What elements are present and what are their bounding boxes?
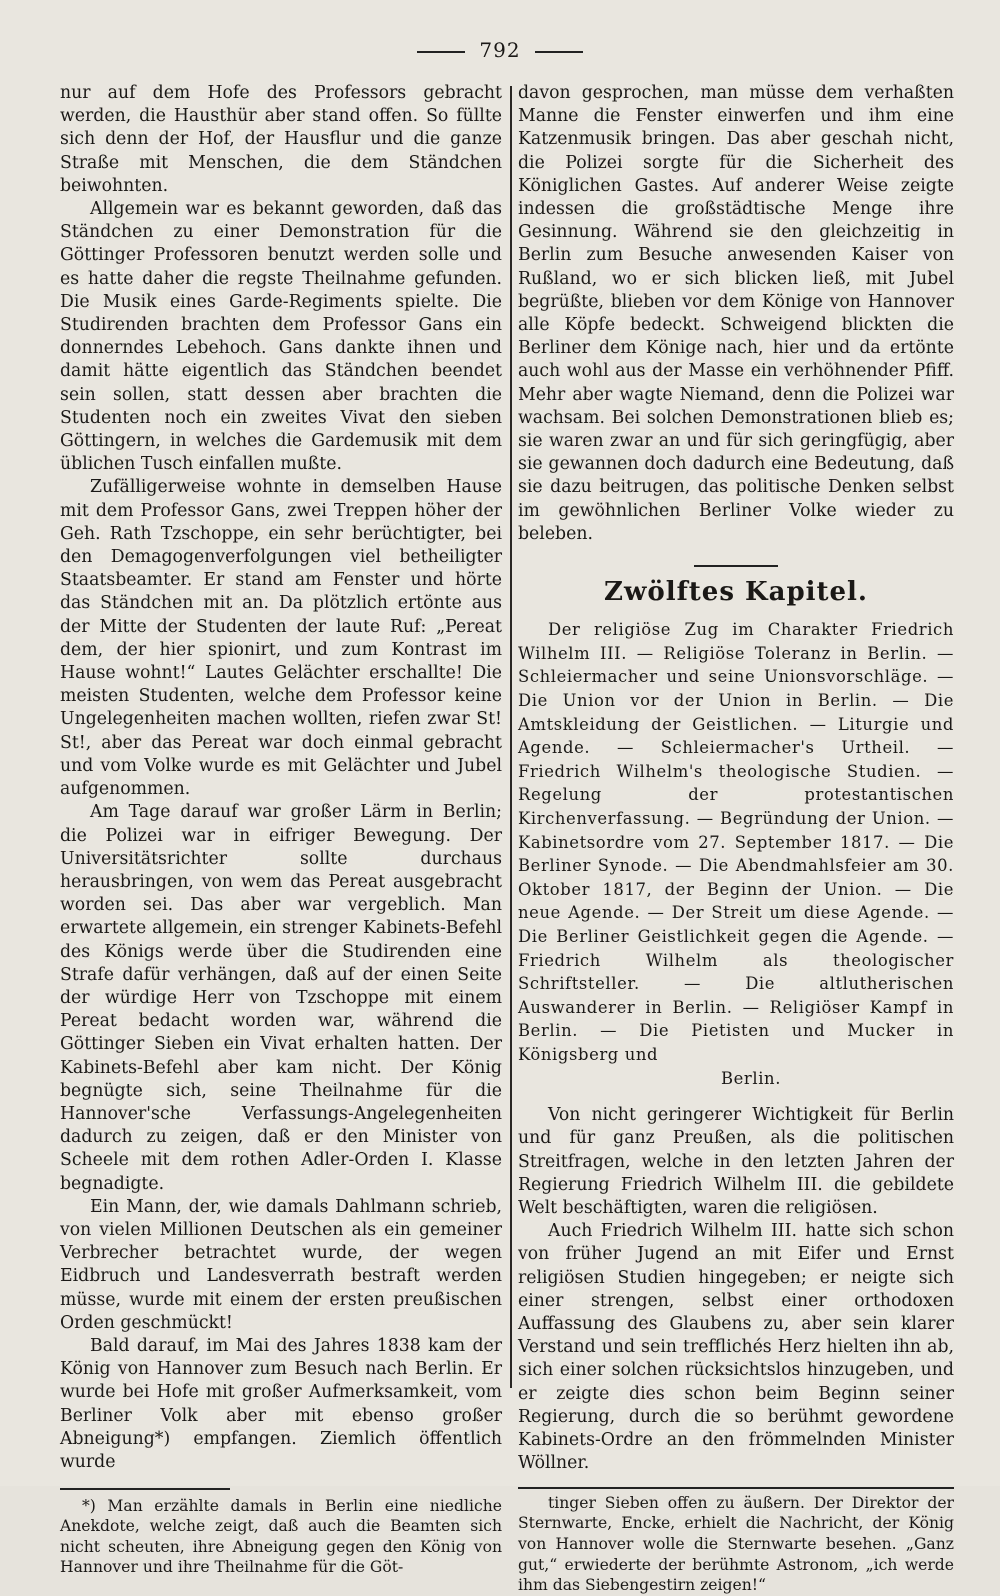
chapter-summary [518,618,954,1090]
section-rule [694,565,778,567]
column-divider [510,86,512,1388]
paragraph: davon gesprochen, man müsse dem verhaßten Manne die Fenster einwerfen und ihm eine Katzenmusik bringen. Das aber geschah nicht, die Polizei sorgte für die Sicherheit des Königlichen Gastes. Auf anderer Weise zeigte indessen die großstädtische Menge ihre Gesinnung. Während sie den gleichzeitig in Berlin zum Besuche anwesenden Kaiser von Rußland, wo er sich blicken ließ, mit Jubel begrüßte, blieben vor dem Könige von Hannover alle Köpfe bedeckt. Schweigend blickten die Berliner dem Könige nach, hier und da ertönte auch wohl aus der Masse ein verhöhnender Pfiff. Mehr aber wagte Niemand, denn die Polizei war wachsam. Bei solchen Demonstrationen blieb es; sie waren zwar an und für sich geringfügig, aber sie gewannen doch dadurch eine Bedeutung, daß sie dazu beitrugen, das politische Denken selbst im gewöhnlichen Berliner Volke wieder zu beleben. [518,83,954,544]
page-number-text: 792 [479,38,521,62]
page-number [0,38,1000,62]
page-number-left-rule [417,51,465,53]
chapter-summary-last: Berlin. [720,1068,782,1088]
page-number-right-rule [535,51,583,53]
paragraph: Zufälligerweise wohnte in demselben Hause mit dem Professor Gans, zwei Treppen höher der Geh. Rath Tzschoppe, ein sehr berüchtigter, bei den Demagogenverfolgungen viel betheiligter Staatsbeamter. Er stand am Fenster und hörte das Ständchen mit an. Da plötzlich ertönte aus der Mitte der Studenten der laute Ruf: „Pereat dem, der hier spionirt, und zum Kontrast im Hause wohnt!“ Lautes Gelächter erschallte! Die meisten Studenten, welche dem Professor keine Ungelegenheiten machen wollten, riefen zwar St! St!, aber das Pereat war doch einmal gebracht und vom Volke wurde es mit Gelächter und Jubel aufgenommen. [60,477,502,800]
paragraph: nur auf dem Hofe des Professors gebracht werden, die Hausthür aber stand offen. So füllte sich denn der Hof, der Hausflur und die ganze Straße mit Menschen, die dem Ständchen beiwohnten. [60,83,502,196]
right-column [518,82,954,1595]
paragraph: Allgemein war es bekannt geworden, daß das Ständchen zu einer Demonstration für die Göttinger Professoren benutzt werden solle und es hatte daher die regste Theilnahme gefunden. Die Musik eines Garde-Regiments spielte. Die Studirenden brachten dem Professor Gans ein donnerndes Lebehoch. Gans dankte ihnen und damit hätte eigentlich das Ständchen beendet sein sollen, statt dessen aber brachten die Studenten noch ein zweites Vivat den sieben Göttingern, in welches die Gardemusik mit dem üblichen Tusch einfallen mußte. [60,199,502,475]
paragraph: Auch Friedrich Wilhelm III. hatte sich schon von früher Jugend an mit Eifer und Ernst religiösen Studien hingegeben; er neigte sich einer strengen, selbst einer orthodoxen Auffassung des Glaubens zu, aber sein klarer Verstand und sein trefflichés Herz hielten ihn ab, sich einer solchen rücksichtslos hinzugeben, und er zeigte dies schon beim Beginn seiner Regierung, durch die so berühmt gewordene Kabinets-Ordre an den frömmelnden Minister Wöllner. [518,1221,954,1474]
paragraph: Ein Mann, der, wie damals Dahlmann schrieb, von vielen Millionen Deutschen als ein gemeiner Verbrecher betrachtet wurde, der wegen Eidbruch und Landesverrath bestraft werden müsse, wurde mit einem der ersten preußischen Orden geschmückt! [60,1196,502,1333]
footnote-continuation: tinger Sieben offen zu äußern. Der Direktor der Sternwarte, Encke, erhielt die Nachricht, der König von Hannover wolle die Sternwarte besehen. „Ganz gut,“ erwiederte der berühmte Astronom, „ich werde ihm das Siebengestirn zeigen!“ [518,1493,954,1595]
footnote: *) Man erzählte damals in Berlin eine niedliche Anekdote, welche zeigt, daß auch die Beamten sich nicht scheuten, ihre Abneigung gegen den König von Hannover und ihre Theilnahme für die Göt- [60,1496,502,1577]
paragraph: Von nicht geringerer Wichtigkeit für Berlin und für ganz Preußen, als die politischen Streitfragen, welche in den letzten Jahren der Regierung Friedrich Wilhelm III. die gebildete Welt beschäftigten, waren die religiösen. [518,1105,954,1218]
left-column [60,82,502,1577]
chapter-title: Zwölftes Kapitel. [604,577,868,608]
chapter-summary-text: Der religiöse Zug im Charakter Friedrich Wilhelm III. — Religiöse Toleranz in Berlin. — Schleiermacher und seine Unionsvorschläge. — Die Union vor der Union in Berlin. — Die Amtskleidung der Geistlichen. — Liturgie und Agende. — Schleiermacher's Urtheil. — Friedrich Wilhelm's theologische Studien. — Regelung der protestantischen Kirchenverfassung. — Begründung der Union. — Kabinetsordre vom 27. September 1817. — Die Berliner Synode. — Die Abendmahlsfeier am 30. Oktober 1817, der Beginn der Union. — Die neue Agende. — Der Streit um diese Agende. — Die Berliner Geistlichkeit gegen die Agende. — Friedrich Wilhelm als theologischer Schriftsteller. — Die altlutherischen Auswanderer in Berlin. — Religiöser Kampf in Berlin. — Die Pietisten und Mucker in Königsberg und [518,620,954,1064]
footnote-rule [60,1488,230,1490]
footnote-rule [518,1487,954,1489]
spacer [518,1090,954,1104]
paragraph: Bald darauf, im Mai des Jahres 1838 kam der König von Hannover zum Besuch nach Berlin. Er wurde bei Hofe mit großer Aufmerksamkeit, vom Berliner Volk aber mit ebenso großer Abneigung*) empfangen. Ziemlich öffentlich wurde [60,1335,502,1472]
paragraph: Am Tage darauf war großer Lärm in Berlin; die Polizei war in eifriger Bewegung. Der Universitätsrichter sollte durchaus herausbringen, von wem das Pereat ausgebracht worden sei. Das aber war vergeblich. Man erwartete allgemein, ein strenger Kabinets-Befehl des Königs werde über die Studirenden eine Strafe dafür verhängen, daß auf der einen Seite der würdige Herr von Tzschoppe mit einem Pereat bedacht worden war, während die Göttinger Sieben ein Vivat erhalten hatten. Der Kabinets-Befehl aber kam nicht. Der König begnügte sich, seine Theilnahme für die Hannover'sche Verfassungs-Angelegenheiten dadurch zu zeigen, daß er den Minister von Scheele mit dem rothen Adler-Orden I. Klasse begnadigte. [60,802,502,1194]
